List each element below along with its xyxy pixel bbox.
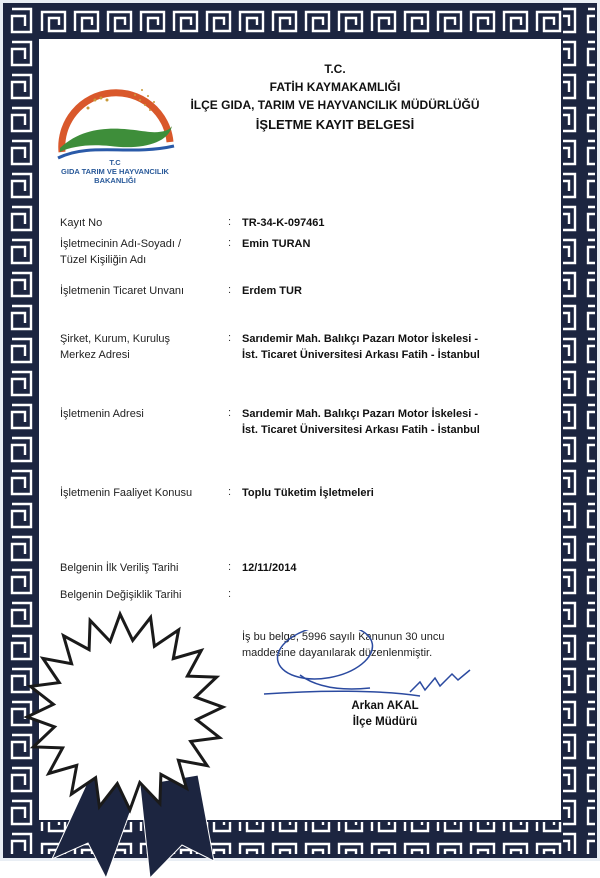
field-label [60,215,102,231]
field-colon: : [228,237,232,249]
field-label [60,485,192,501]
document-title: İŞLETME KAYIT BELGESİ [255,117,415,132]
field-label-line: Belgenin İlk Veriliş Tarihi [60,562,179,574]
field-label-line: Merkez Adresi [60,349,130,361]
field-value [242,560,296,576]
logo-text-ministry: GIDA TARIM VE HAYVANCILIK [61,167,169,176]
field-colon: : [228,332,232,344]
field-label [60,236,181,268]
rosette-seal [0,607,260,878]
field-value [242,283,302,299]
field-colon: : [228,284,232,296]
field-value [242,485,374,501]
legal-statement-line1: İş bu belge, 5996 sayılı Kanunun 30 uncu [242,631,445,643]
field-label-line: Belgenin Değişiklik Tarihi [60,589,182,601]
field-value-line: Emin TURAN [242,238,311,250]
field-colon: : [228,561,232,573]
field-value-line: 12/11/2014 [242,562,297,574]
header-kaymakamlik: FATİH KAYMAKAMLIĞI [269,80,401,94]
logo-text-bakanlik: BAKANLIĞI [94,176,136,185]
ministry-logo [50,60,180,160]
logo-text-tc: T.C [109,158,121,167]
field-label [60,283,184,299]
field-label [60,560,178,576]
field-label [60,587,181,603]
field-colon: : [228,407,232,419]
field-label [60,331,170,363]
field-value [242,406,480,438]
field-label-line: Kayıt No [60,217,103,229]
field-value-line: Sarıdemir Mah. Balıkçı Pazarı Motor İskelesi - [242,333,478,345]
field-value-line: TR-34-K-097461 [242,217,325,229]
field-colon: : [228,588,232,600]
legal-statement-line2: maddesine dayanılarak düzenlenmiştir. [242,647,433,659]
field-label-line: Şirket, Kurum, Kuruluş [60,333,171,345]
field-label [60,406,144,422]
field-value-line: İst. Ticaret Üniversitesi Arkası Fatih - İstanbul [242,424,480,436]
field-colon: : [228,216,232,228]
field-value-line: Erdem TUR [242,285,302,297]
field-colon: : [228,486,232,498]
field-value [242,215,325,231]
field-label-line: İşletmenin Faaliyet Konusu [60,487,193,499]
field-value-line: Toplu Tüketim İşletmeleri [242,487,374,499]
field-value-line: İst. Ticaret Üniversitesi Arkası Fatih - İstanbul [242,349,480,361]
field-value [242,331,480,363]
header-tc: T.C. [324,62,346,76]
header-mudurluk: İLÇE GIDA, TARIM VE HAYVANCILIK MÜDÜRLÜĞÜ [190,98,480,112]
field-label-line: İşletmenin Adresi [60,408,144,420]
field-label-line: Tüzel Kişiliğin Adı [60,254,147,266]
field-value-line: Sarıdemir Mah. Balıkçı Pazarı Motor İskelesi - [242,408,478,420]
field-label-line: İşletmenin Ticaret Unvanı [60,285,185,297]
field-value [242,236,310,252]
field-label-line: İşletmecinin Adı-Soyadı / [60,238,182,250]
signer-name: Arkan AKAL [351,700,419,712]
signer-title: İlçe Müdürü [352,716,418,728]
